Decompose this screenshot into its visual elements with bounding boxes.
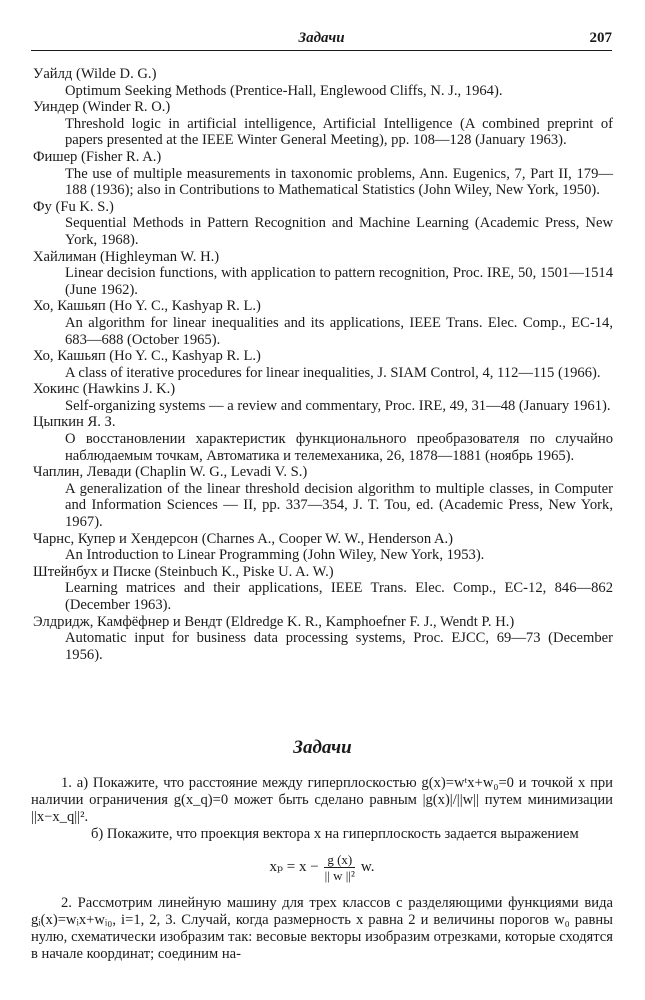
formula-denominator: || w ||² xyxy=(324,868,355,883)
reference-author: Хо, Кашьяп (Ho Y. C., Kashyap R. L.) xyxy=(33,298,261,315)
reference-text: Linear decision functions, with application to pattern recognition, Proc. IRE, 50, 1501—1514 (June 1962). xyxy=(65,265,613,298)
reference-text: An Introduction to Linear Programming (John Wiley, New York, 1953). xyxy=(65,547,485,564)
reference-item xyxy=(33,66,613,99)
reference-author: Чаплин, Левади (Chaplin W. G., Levadi V. S.) xyxy=(33,464,308,481)
reference-item xyxy=(33,531,613,564)
formula-lhs: xₚ = x − xyxy=(269,859,319,875)
problem-1b: б) Покажите, что проекция вектора x на гиперплоскость задается выражением xyxy=(91,826,579,842)
reference-author: Элдридж, Камфёфнер и Вендт (Eldredge K. R., Kamphoefner F. J., Wendt P. H.) xyxy=(33,613,515,630)
reference-text: О восстановлении характеристик функционального преобразователя по случайно наблюдаемым точкам, Автоматика и телемеханика, 26, 1878—1881 (ноябрь 1965). xyxy=(65,431,613,464)
reference-author: Штейнбух и Писке (Steinbuch K., Piske U. A. W.) xyxy=(33,563,334,580)
problems-section xyxy=(31,775,613,963)
reference-text: The use of multiple measurements in taxonomic problems, Ann. Eugenics, 7, Part II, 179—188 (1936); also in Contributions to Mathematical Statistics (John Wiley, New York, 1950). xyxy=(65,165,613,199)
reference-item xyxy=(33,614,613,664)
reference-author: Цыпкин Я. З. xyxy=(33,414,116,431)
reference-item xyxy=(33,381,613,414)
reference-text: Self-organizing systems — a review and commentary, Proc. IRE, 49, 31—48 (January 1961). xyxy=(65,397,611,414)
formula-rhs: w. xyxy=(360,859,375,875)
reference-item xyxy=(33,199,613,249)
reference-author: Уиндер (Winder R. O.) xyxy=(33,99,171,116)
running-header xyxy=(31,30,612,51)
reference-author: Фу (Fu K. S.) xyxy=(33,198,114,215)
problem-2: 2. Рассмотрим линейную машину для трех классов с разделяющими функциями вида gᵢ(x)=wᵢx+wᵢ₀, i=1, 2, 3. Случай, когда размерность x равна 2 и величины порогов w₀ равны нулю, схематически изобразим так: весовые векторы изобразим отрезками, которые сходятся в начале координат; соединим на- xyxy=(31,895,613,962)
reference-text: A class of iterative procedures for linear inequalities, J. SIAM Control, 4, 112—115 (1966). xyxy=(65,364,601,381)
reference-item xyxy=(33,414,613,464)
reference-author: Фишер (Fisher R. A.) xyxy=(33,148,162,165)
reference-text: A generalization of the linear threshold decision algorithm to multiple classes, in Computer and Information Sciences — II, pp. 337—354, J. T. Tou, ed. (Academic Press, New York, 1967). xyxy=(65,480,613,531)
reference-item xyxy=(33,249,613,299)
reference-author: Хокинс (Hawkins J. K.) xyxy=(33,381,176,398)
reference-text: Threshold logic in artificial intelligence, Artificial Intelligence (A combined preprint of papers presented at the IEEE Winter General Meeting), pp. 108—128 (January 1963). xyxy=(65,115,613,149)
reference-author: Уайлд (Wilde D. G.) xyxy=(33,66,157,82)
reference-text: Sequential Methods in Pattern Recognition and Machine Learning (Academic Press, New York, 1968). xyxy=(65,215,613,248)
running-title: Задачи xyxy=(298,30,345,46)
reference-item xyxy=(33,348,613,381)
reference-text: An algorithm for linear inequalities and its applications, IEEE Trans. Elec. Comp., EC-14, 683—688 (October 1965). xyxy=(65,314,613,348)
problem-1a: 1. а) Покажите, что расстояние между гиперплоскостью g(x)=wᵗx+w₀=0 и точкой x при наличии ограничения g(x_q)=0 может быть сделано равным |g(x)|/||w|| путем минимизации ||x−x_q||². xyxy=(31,775,613,825)
reference-text: Optimum Seeking Methods (Prentice-Hall, Englewood Cliffs, N. J., 1964). xyxy=(65,82,503,99)
page-number: 207 xyxy=(589,30,612,46)
reference-author: Хайлиман (Highleyman W. H.) xyxy=(33,248,220,265)
reference-item xyxy=(33,464,613,530)
reference-text: Learning matrices and their applications, IEEE Trans. Elec. Comp., EC-12, 846—862 (December 1963). xyxy=(65,580,613,613)
formula-numerator: g (x) xyxy=(324,852,355,868)
reference-item xyxy=(33,99,613,149)
reference-author: Чарнс, Купер и Хендерсон (Charnes A., Cooper W. W., Henderson A.) xyxy=(33,530,454,547)
reference-item xyxy=(33,564,613,614)
reference-item xyxy=(33,298,613,348)
reference-list xyxy=(33,66,613,663)
projection-formula xyxy=(31,852,613,883)
reference-text: Automatic input for business data processing systems, Proc. EJCC, 69—73 (December 1956). xyxy=(65,630,613,663)
reference-item xyxy=(33,149,613,199)
formula-fraction xyxy=(322,852,358,883)
reference-author: Хо, Кашьяп (Ho Y. C., Kashyap R. L.) xyxy=(33,348,261,365)
section-title: Задачи xyxy=(293,737,352,758)
